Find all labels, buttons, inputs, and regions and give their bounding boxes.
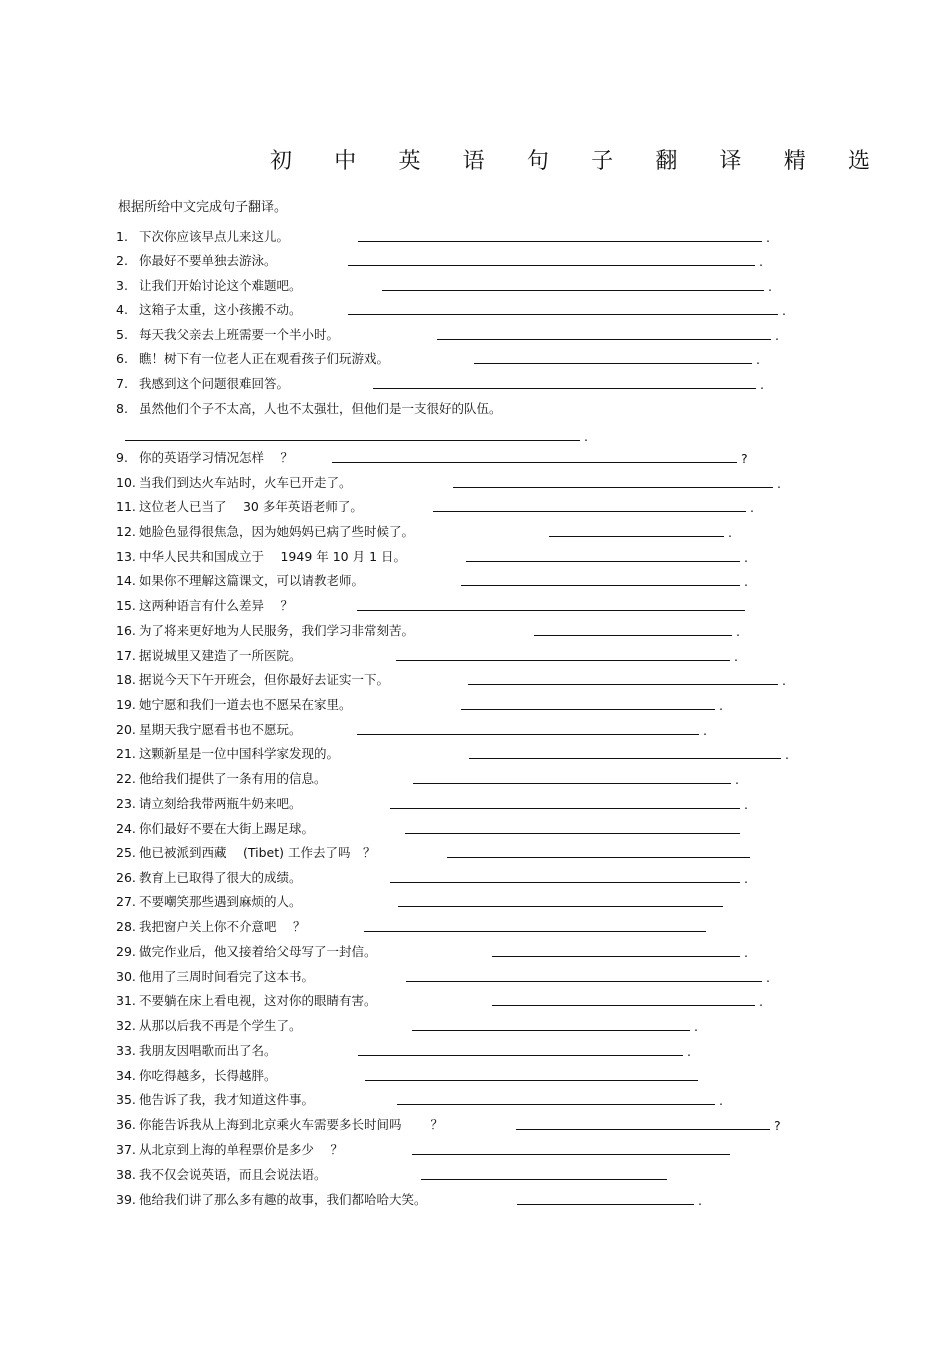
item-prompt: 瞧！树下有一位老人正在观看孩子们玩游戏。 <box>139 351 390 366</box>
item-number: 20. <box>116 722 136 737</box>
item-number: 28. <box>116 919 136 934</box>
end-punctuation: . <box>687 1044 691 1059</box>
answer-blank[interactable] <box>348 265 755 266</box>
end-punctuation: . <box>777 476 781 491</box>
item-prompt: 让我们开始讨论这个难题吧。 <box>139 278 302 293</box>
answer-blank[interactable] <box>412 1154 730 1155</box>
item-prompt: 请立刻给我带两瓶牛奶来吧。 <box>139 796 302 811</box>
answer-blank[interactable] <box>461 709 715 710</box>
end-punctuation: . <box>735 772 739 787</box>
answer-blank[interactable] <box>474 363 752 364</box>
exercise-item <box>116 1041 277 1061</box>
item-prompt: 从北京到上海的单程票价是多少 ？ <box>139 1142 343 1157</box>
answer-blank[interactable] <box>398 906 723 907</box>
answer-blank[interactable] <box>405 833 740 834</box>
item-prompt: 这位老人已当了 30 多年英语老师了。 <box>139 499 363 514</box>
answer-blank[interactable] <box>461 585 740 586</box>
exercise-item <box>116 868 302 888</box>
end-punctuation: . <box>734 649 738 664</box>
end-punctuation: . <box>775 328 779 343</box>
exercise-item <box>116 917 305 937</box>
end-punctuation: . <box>759 254 763 269</box>
end-punctuation: . <box>782 673 786 688</box>
exercise-item <box>116 670 389 690</box>
item-number: 39. <box>116 1192 136 1207</box>
exercise-item <box>116 1165 327 1185</box>
answer-blank[interactable] <box>332 462 737 463</box>
item-number: 19. <box>116 697 136 712</box>
item-number: 6. <box>116 351 128 366</box>
item-number: 1. <box>116 229 128 244</box>
exercise-item <box>116 695 352 715</box>
exercise-item <box>116 227 289 247</box>
exercise-item <box>116 892 302 912</box>
item-prompt: 当我们到达火车站时，火车已开走了。 <box>139 475 352 490</box>
item-number: 5. <box>116 327 128 342</box>
exercise-item <box>116 1016 302 1036</box>
item-number: 38. <box>116 1167 136 1182</box>
item-prompt: 这两种语言有什么差异 ？ <box>139 598 293 613</box>
end-punctuation: . <box>698 1193 702 1208</box>
exercise-item <box>116 744 339 764</box>
item-prompt: 他已被派到西藏 (Tibet) 工作去了吗 ？ <box>139 845 376 860</box>
item-prompt: 不要嘲笑那些遇到麻烦的人。 <box>139 894 302 909</box>
item-prompt: 中华人民共和国成立于 1949 年 10 月 1 日。 <box>139 549 407 564</box>
exercise-item <box>116 1066 277 1086</box>
item-number: 34. <box>116 1068 136 1083</box>
answer-blank[interactable] <box>373 388 756 389</box>
exercise-item <box>116 325 339 345</box>
item-number: 11. <box>116 499 136 514</box>
exercise-item <box>116 1140 343 1160</box>
exercise-item <box>116 1190 427 1210</box>
exercise-item <box>116 448 293 468</box>
item-prompt: 这箱子太重，这小孩搬不动。 <box>139 302 302 317</box>
item-prompt: 你的英语学习情况怎样 ？ <box>139 450 293 465</box>
item-prompt: 为了将来更好地为人民服务，我们学习非常刻苦。 <box>139 623 415 638</box>
title-char: 译 <box>719 149 742 174</box>
exercise-item <box>116 571 364 591</box>
exercise-item <box>116 547 406 567</box>
end-punctuation: . <box>750 500 754 515</box>
item-number: 17. <box>116 648 136 663</box>
exercise-item <box>116 967 314 987</box>
item-prompt: 她宁愿和我们一道去也不愿呆在家里。 <box>139 697 352 712</box>
answer-blank[interactable] <box>447 857 750 858</box>
answer-blank[interactable] <box>390 808 740 809</box>
answer-blank[interactable] <box>406 981 762 982</box>
item-prompt: 你吃得越多，长得越胖。 <box>139 1068 277 1083</box>
item-number: 36. <box>116 1117 136 1132</box>
end-punctuation: ? <box>774 1118 781 1133</box>
exercise-item <box>116 1115 443 1135</box>
end-punctuation: . <box>768 279 772 294</box>
item-number: 16. <box>116 623 136 638</box>
answer-blank[interactable] <box>412 1030 690 1031</box>
item-prompt: 他给我们讲了那么多有趣的故事，我们都哈哈大笑。 <box>139 1192 427 1207</box>
item-number: 10. <box>116 475 136 490</box>
item-number: 8. <box>116 401 128 416</box>
title-char: 语 <box>462 149 485 174</box>
item-prompt: 你最好不要单独去游泳。 <box>139 253 277 268</box>
exercise-item <box>116 596 293 616</box>
end-punctuation: . <box>744 574 748 589</box>
exercise-item <box>116 399 502 419</box>
item-prompt: 下次你应该早点儿来这儿。 <box>139 229 290 244</box>
answer-blank[interactable] <box>358 1055 683 1056</box>
item-number: 15. <box>116 598 136 613</box>
item-number: 29. <box>116 944 136 959</box>
item-number: 7. <box>116 376 128 391</box>
exercise-item <box>116 300 302 320</box>
end-punctuation: . <box>584 429 588 444</box>
item-prompt: 她脸色显得很焦急，因为她妈妈已病了些时候了。 <box>139 524 415 539</box>
answer-blank[interactable] <box>516 1129 770 1130</box>
answer-blank[interactable] <box>437 339 771 340</box>
end-punctuation: . <box>744 797 748 812</box>
answer-blank[interactable] <box>357 610 745 611</box>
end-punctuation: ? <box>741 451 748 466</box>
exercise-item <box>116 276 302 296</box>
answer-blank[interactable] <box>348 314 778 315</box>
item-number: 37. <box>116 1142 136 1157</box>
title-char: 子 <box>591 149 614 174</box>
item-number: 9. <box>116 450 128 465</box>
end-punctuation: . <box>736 624 740 639</box>
exercise-item <box>116 497 363 517</box>
answer-blank[interactable] <box>413 783 731 784</box>
exercise-item <box>116 769 327 789</box>
end-punctuation: . <box>782 303 786 318</box>
answer-blank[interactable] <box>382 290 764 291</box>
item-prompt: 他告诉了我，我才知道这件事。 <box>139 1092 315 1107</box>
end-punctuation: . <box>703 723 707 738</box>
end-punctuation: . <box>760 377 764 392</box>
exercise-item <box>116 349 389 369</box>
end-punctuation: . <box>719 1093 723 1108</box>
answer-blank[interactable] <box>492 1005 755 1006</box>
end-punctuation: . <box>744 945 748 960</box>
exercise-item <box>116 720 302 740</box>
end-punctuation: . <box>694 1019 698 1034</box>
answer-blank[interactable] <box>357 734 699 735</box>
end-punctuation: . <box>785 747 789 762</box>
item-number: 14. <box>116 573 136 588</box>
end-punctuation: . <box>759 994 763 1009</box>
answer-blank[interactable] <box>453 487 773 488</box>
exercise-item <box>116 1090 314 1110</box>
item-number: 26. <box>116 870 136 885</box>
title-char: 翻 <box>655 149 678 174</box>
exercise-item <box>116 646 302 666</box>
exercise-item <box>116 522 414 542</box>
item-number: 25. <box>116 845 136 860</box>
answer-blank[interactable] <box>358 241 762 242</box>
exercise-item <box>116 251 277 271</box>
answer-blank[interactable] <box>397 1104 715 1105</box>
item-prompt: 我不仅会说英语，而且会说法语。 <box>139 1167 327 1182</box>
item-prompt: 我朋友因唱歌而出了名。 <box>139 1043 277 1058</box>
item-prompt: 我感到这个问题很难回答。 <box>139 376 290 391</box>
item-number: 2. <box>116 253 128 268</box>
item-number: 32. <box>116 1018 136 1033</box>
item-prompt: 你们最好不要在大街上踢足球。 <box>139 821 315 836</box>
item-prompt: 星期天我宁愿看书也不愿玩。 <box>139 722 302 737</box>
item-prompt: 他给我们提供了一条有用的信息。 <box>139 771 327 786</box>
exercise-item <box>116 621 414 641</box>
answer-blank[interactable] <box>364 931 706 932</box>
title-char: 中 <box>334 149 357 174</box>
title-char: 精 <box>783 149 806 174</box>
answer-blank[interactable] <box>433 511 746 512</box>
exercise-item <box>116 942 377 962</box>
item-number: 24. <box>116 821 136 836</box>
title-char: 句 <box>526 149 549 174</box>
item-prompt: 做完作业后，他又接着给父母写了一封信。 <box>139 944 377 959</box>
end-punctuation: . <box>766 230 770 245</box>
item-number: 22. <box>116 771 136 786</box>
answer-blank[interactable] <box>492 956 740 957</box>
title-char: 英 <box>398 149 421 174</box>
end-punctuation: . <box>744 871 748 886</box>
item-number: 35. <box>116 1092 136 1107</box>
exercise-item <box>116 843 375 863</box>
answer-blank[interactable] <box>421 1179 667 1180</box>
exercise-item <box>116 991 377 1011</box>
instructions: 根据所给中文完成句子翻译。 <box>118 200 288 215</box>
answer-blank[interactable] <box>390 882 740 883</box>
item-number: 23. <box>116 796 136 811</box>
end-punctuation: . <box>728 525 732 540</box>
exercise-item <box>116 794 302 814</box>
answer-blank[interactable] <box>396 660 730 661</box>
item-prompt: 如果你不理解这篇课文，可以请教老师。 <box>139 573 365 588</box>
exercise-item <box>116 819 314 839</box>
title-char: 选 <box>847 149 870 174</box>
item-number: 18. <box>116 672 136 687</box>
item-prompt: 你能告诉我从上海到北京乘火车需要多长时间吗 ？ <box>139 1117 443 1132</box>
item-number: 3. <box>116 278 128 293</box>
item-number: 21. <box>116 746 136 761</box>
answer-blank[interactable] <box>549 536 724 537</box>
answer-blank[interactable] <box>517 1204 694 1205</box>
answer-blank[interactable] <box>469 758 781 759</box>
item-number: 27. <box>116 894 136 909</box>
item-prompt: 每天我父亲去上班需要一个半小时。 <box>139 327 340 342</box>
answer-blank[interactable] <box>365 1080 698 1081</box>
end-punctuation: . <box>744 550 748 565</box>
exercise-item <box>116 374 289 394</box>
end-punctuation: . <box>756 352 760 367</box>
answer-blank[interactable] <box>468 684 778 685</box>
item-number: 30. <box>116 969 136 984</box>
item-prompt: 不要躺在床上看电视，这对你的眼睛有害。 <box>139 993 377 1008</box>
item-number: 31. <box>116 993 136 1008</box>
item-prompt: 从那以后我不再是个学生了。 <box>139 1018 302 1033</box>
item-prompt: 据说城里又建造了一所医院。 <box>139 648 302 663</box>
item-number: 4. <box>116 302 128 317</box>
item-number: 13. <box>116 549 136 564</box>
item-number: 12. <box>116 524 136 539</box>
title-char: 初 <box>270 149 293 174</box>
end-punctuation: . <box>766 970 770 985</box>
answer-blank[interactable] <box>125 440 580 441</box>
end-punctuation: . <box>719 698 723 713</box>
answer-blank[interactable] <box>534 635 732 636</box>
item-number: 33. <box>116 1043 136 1058</box>
answer-blank[interactable] <box>466 561 740 562</box>
item-prompt: 他用了三周时间看完了这本书。 <box>139 969 315 984</box>
item-prompt: 我把窗户关上你不介意吧 ？ <box>139 919 306 934</box>
item-prompt: 据说今天下午开班会，但你最好去证实一下。 <box>139 672 390 687</box>
item-prompt: 教育上已取得了很大的成绩。 <box>139 870 302 885</box>
page-title <box>270 145 870 179</box>
exercise-item <box>116 473 352 493</box>
item-prompt: 虽然他们个子不太高，人也不太强壮，但他们是一支很好的队伍。 <box>139 401 502 416</box>
item-prompt: 这颗新星是一位中国科学家发现的。 <box>139 746 340 761</box>
